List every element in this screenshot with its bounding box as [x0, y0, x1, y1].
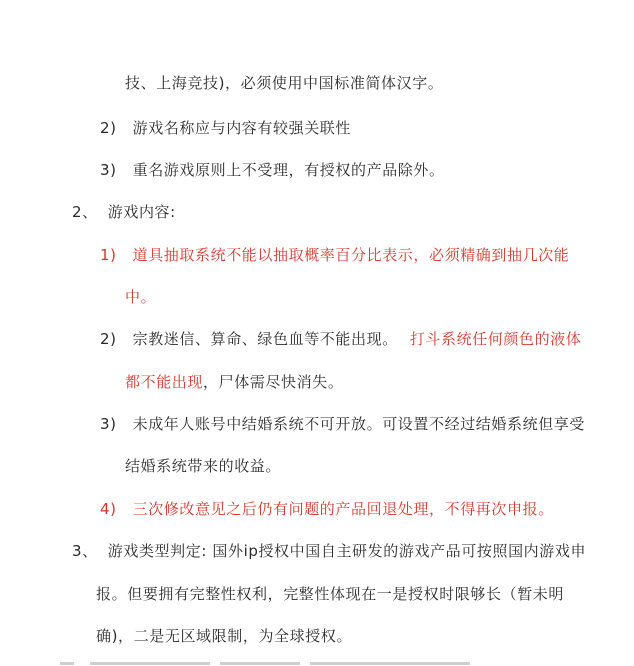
item-number: 1) — [100, 246, 117, 264]
line-text: 中。 — [125, 288, 157, 306]
item-number: 2) — [100, 330, 117, 348]
line-1 — [125, 73, 443, 93]
line-10 — [125, 456, 281, 476]
line-text: 宗教迷信、算命、绿色血等不能出现。 — [132, 330, 398, 348]
item-number: 3) — [100, 161, 117, 179]
line-8 — [125, 372, 343, 392]
section-number: 3、 — [72, 542, 98, 560]
line-7 — [100, 329, 581, 349]
line-3 — [100, 160, 445, 180]
line-text: 未成年人账号中结婚系统不可开放。可设置不经过结婚系统但享受 — [132, 415, 586, 433]
section-number: 2、 — [72, 203, 98, 221]
line-highlight-text: 都不能出现 — [125, 373, 204, 391]
line-text: 游戏内容: — [107, 203, 176, 221]
line-text: 确)，二是无区域限制，为全球授权。 — [96, 627, 353, 645]
line-text: 报。但要拥有完整性权利，完整性体现在一是授权时限够长（暂未明 — [96, 585, 565, 603]
line-13 — [96, 584, 564, 604]
line-5-highlight — [100, 245, 569, 265]
line-9 — [100, 414, 585, 434]
section-3-heading — [72, 541, 586, 561]
section-2-heading — [72, 202, 176, 222]
line-14 — [96, 626, 352, 646]
line-text: 游戏名称应与内容有较强关联性 — [132, 119, 352, 137]
line-text: 技、上海竞技)，必须使用中国标准简体汉字。 — [125, 74, 444, 92]
item-number: 3) — [100, 415, 117, 433]
line-text: 游戏类型判定: 国外ip授权中国自主研发的游戏产品可按照国内游戏申 — [107, 542, 587, 560]
line-text: 道具抽取系统不能以抽取概率百分比表示，必须精确到抽几次能 — [132, 246, 570, 264]
line-6-highlight — [125, 287, 156, 307]
line-text: 结婚系统带来的收益。 — [125, 457, 282, 475]
line-11-highlight — [100, 499, 554, 519]
line-highlight-text: 打斗系统任何颜色的液体 — [409, 330, 582, 348]
item-number: 4) — [100, 500, 117, 518]
line-2 — [100, 118, 351, 138]
line-text: 重名游戏原则上不受理，有授权的产品除外。 — [132, 161, 445, 179]
item-number: 2) — [100, 119, 117, 137]
line-text: 三次修改意见之后仍有问题的产品回退处理，不得再次申报。 — [132, 500, 554, 518]
cut-off-next-line — [60, 660, 480, 666]
line-text: ，尸体需尽快消失。 — [203, 373, 344, 391]
